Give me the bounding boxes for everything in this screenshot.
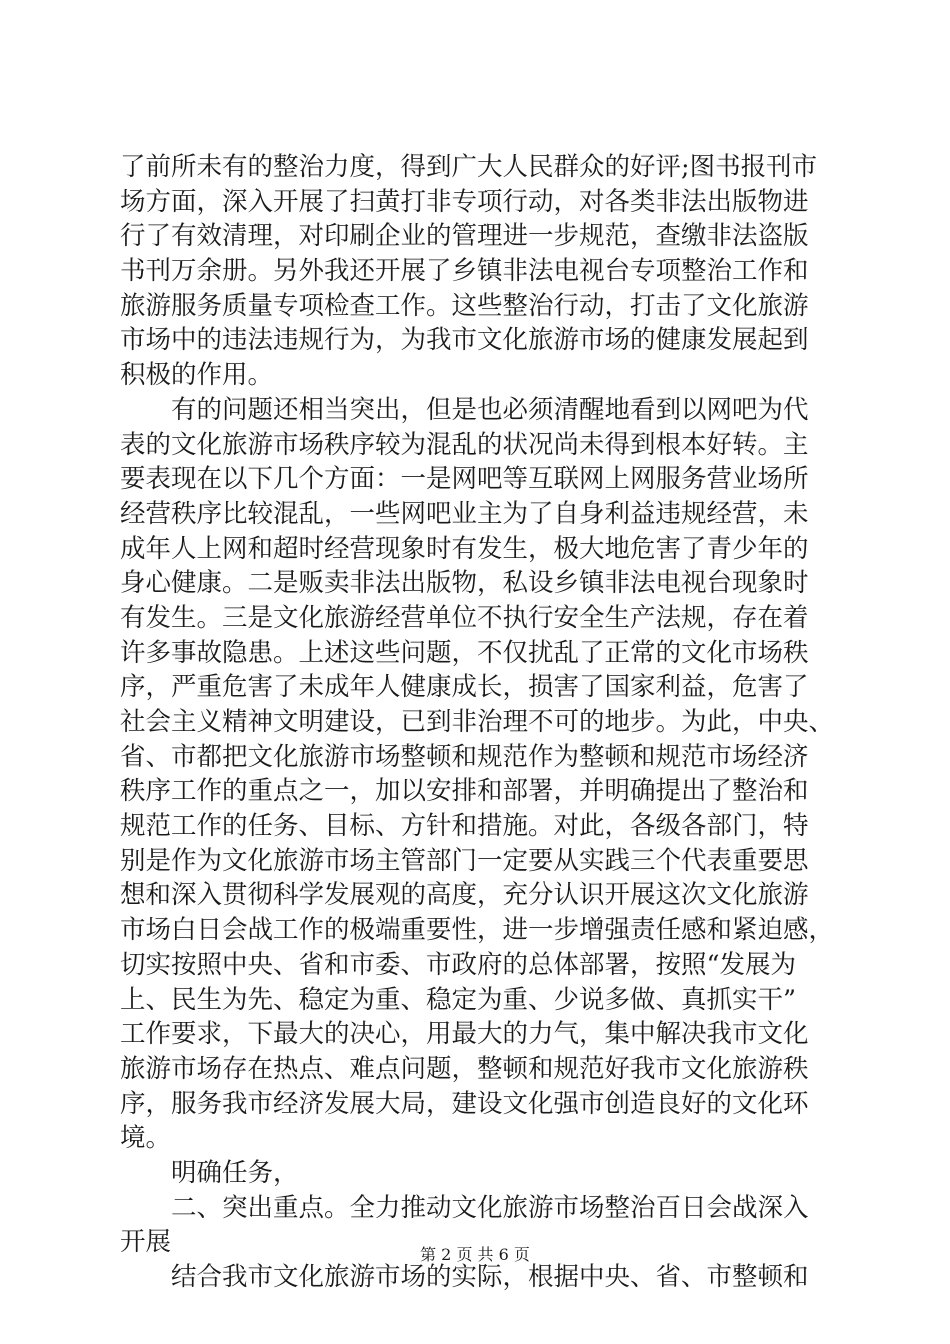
text-line: 经营秩序比较混乱，一些网吧业主为了自身利益违规经营，未 [120,498,809,529]
text-line: 了前所未有的整治力度，得到广大人民群众的好评;图书报刊市 [120,152,818,182]
text-line: 成年人上网和超时经营现象时有发生，极大地危害了青少年的 [120,533,809,564]
text-line: 旅游市场存在热点、难点问题，整顿和规范好我市文化旅游秩 [120,1053,809,1084]
text-line: 表的文化旅游市场秩序较为混乱的状况尚未得到根本好转。主 [120,429,809,460]
text-line: 开展 [120,1227,172,1258]
text-line: 想和深入贯彻科学发展观的高度，充分认识开展这次文化旅游 [120,880,809,911]
text-line: 市场白日会战工作的极端重要性，进一步增强责任感和紧迫感， [120,915,835,946]
text-line: 上、民生为先、稳定为重、稳定为重、少说多做、真抓实干” [120,984,797,1015]
text-line: 身心健康。二是贩卖非法出版物，私设乡镇非法电视台现象时 [120,568,809,599]
text-line: 明确任务， [120,1157,299,1188]
text-line: 社会主义精神文明建设，已到非治理不可的地步。为此，中央、 [120,707,835,737]
text-line: 工作要求，下最大的决心，用最大的力气，集中解决我市文化 [120,1019,809,1050]
page-footer: 第 2 页 共 6 页 [420,1245,530,1264]
text-line: 书刊万余册。另外我还开展了乡镇非法电视台专项整治工作和 [120,256,809,287]
text-line: 切实按照中央、省和市委、市政府的总体部署，按照“发展为 [120,949,797,980]
text-line: 序，服务我市经济发展大局，建设文化强市创造良好的文化环 [120,1088,809,1119]
text-line: 要表现在以下几个方面：一是网吧等互联网上网服务营业场所 [120,464,809,495]
text-line: 序，严重危害了未成年人健康成长，损害了国家利益，危害了 [120,672,809,703]
text-line: 旅游服务质量专项检查工作。这些整治行动，打击了文化旅游 [120,290,809,321]
text-line: 省、市都把文化旅游市场整顿和规范作为整顿和规范市场经济 [120,741,809,772]
text-line: 积极的作用。 [120,360,274,391]
text-line: 有发生。三是文化旅游经营单位不执行安全生产法规，存在着 [120,602,809,633]
text-line: 别是作为文化旅游市场主管部门一定要从实践三个代表重要思 [120,845,809,876]
text-line: 境。 [120,1123,172,1154]
text-line: 有的问题还相当突出，但是也必须清醒地看到以网吧为代 [120,394,809,425]
text-line: 秩序工作的重点之一，加以安排和部署，并明确提出了整治和 [120,776,809,807]
text-line: 结合我市文化旅游市场的实际，根据中央、省、市整顿和 [120,1262,809,1292]
text-line: 规范工作的任务、目标、方针和措施。对此，各级各部门，特 [120,811,809,842]
text-line: 场方面，深入开展了扫黄打非专项行动，对各类非法出版物进 [120,186,809,217]
text-line: 行了有效清理，对印刷企业的管理进一步规范，查缴非法盗版 [120,221,809,252]
text-line: 许多事故隐患。上述这些问题，不仅扰乱了正常的文化市场秩 [120,637,809,668]
text-line: 二、突出重点。全力推动文化旅游市场整治百日会战深入 [120,1192,809,1223]
text-line: 市场中的违法违规行为，为我市文化旅游市场的健康发展起到 [120,325,809,356]
body-text [120,150,840,1295]
